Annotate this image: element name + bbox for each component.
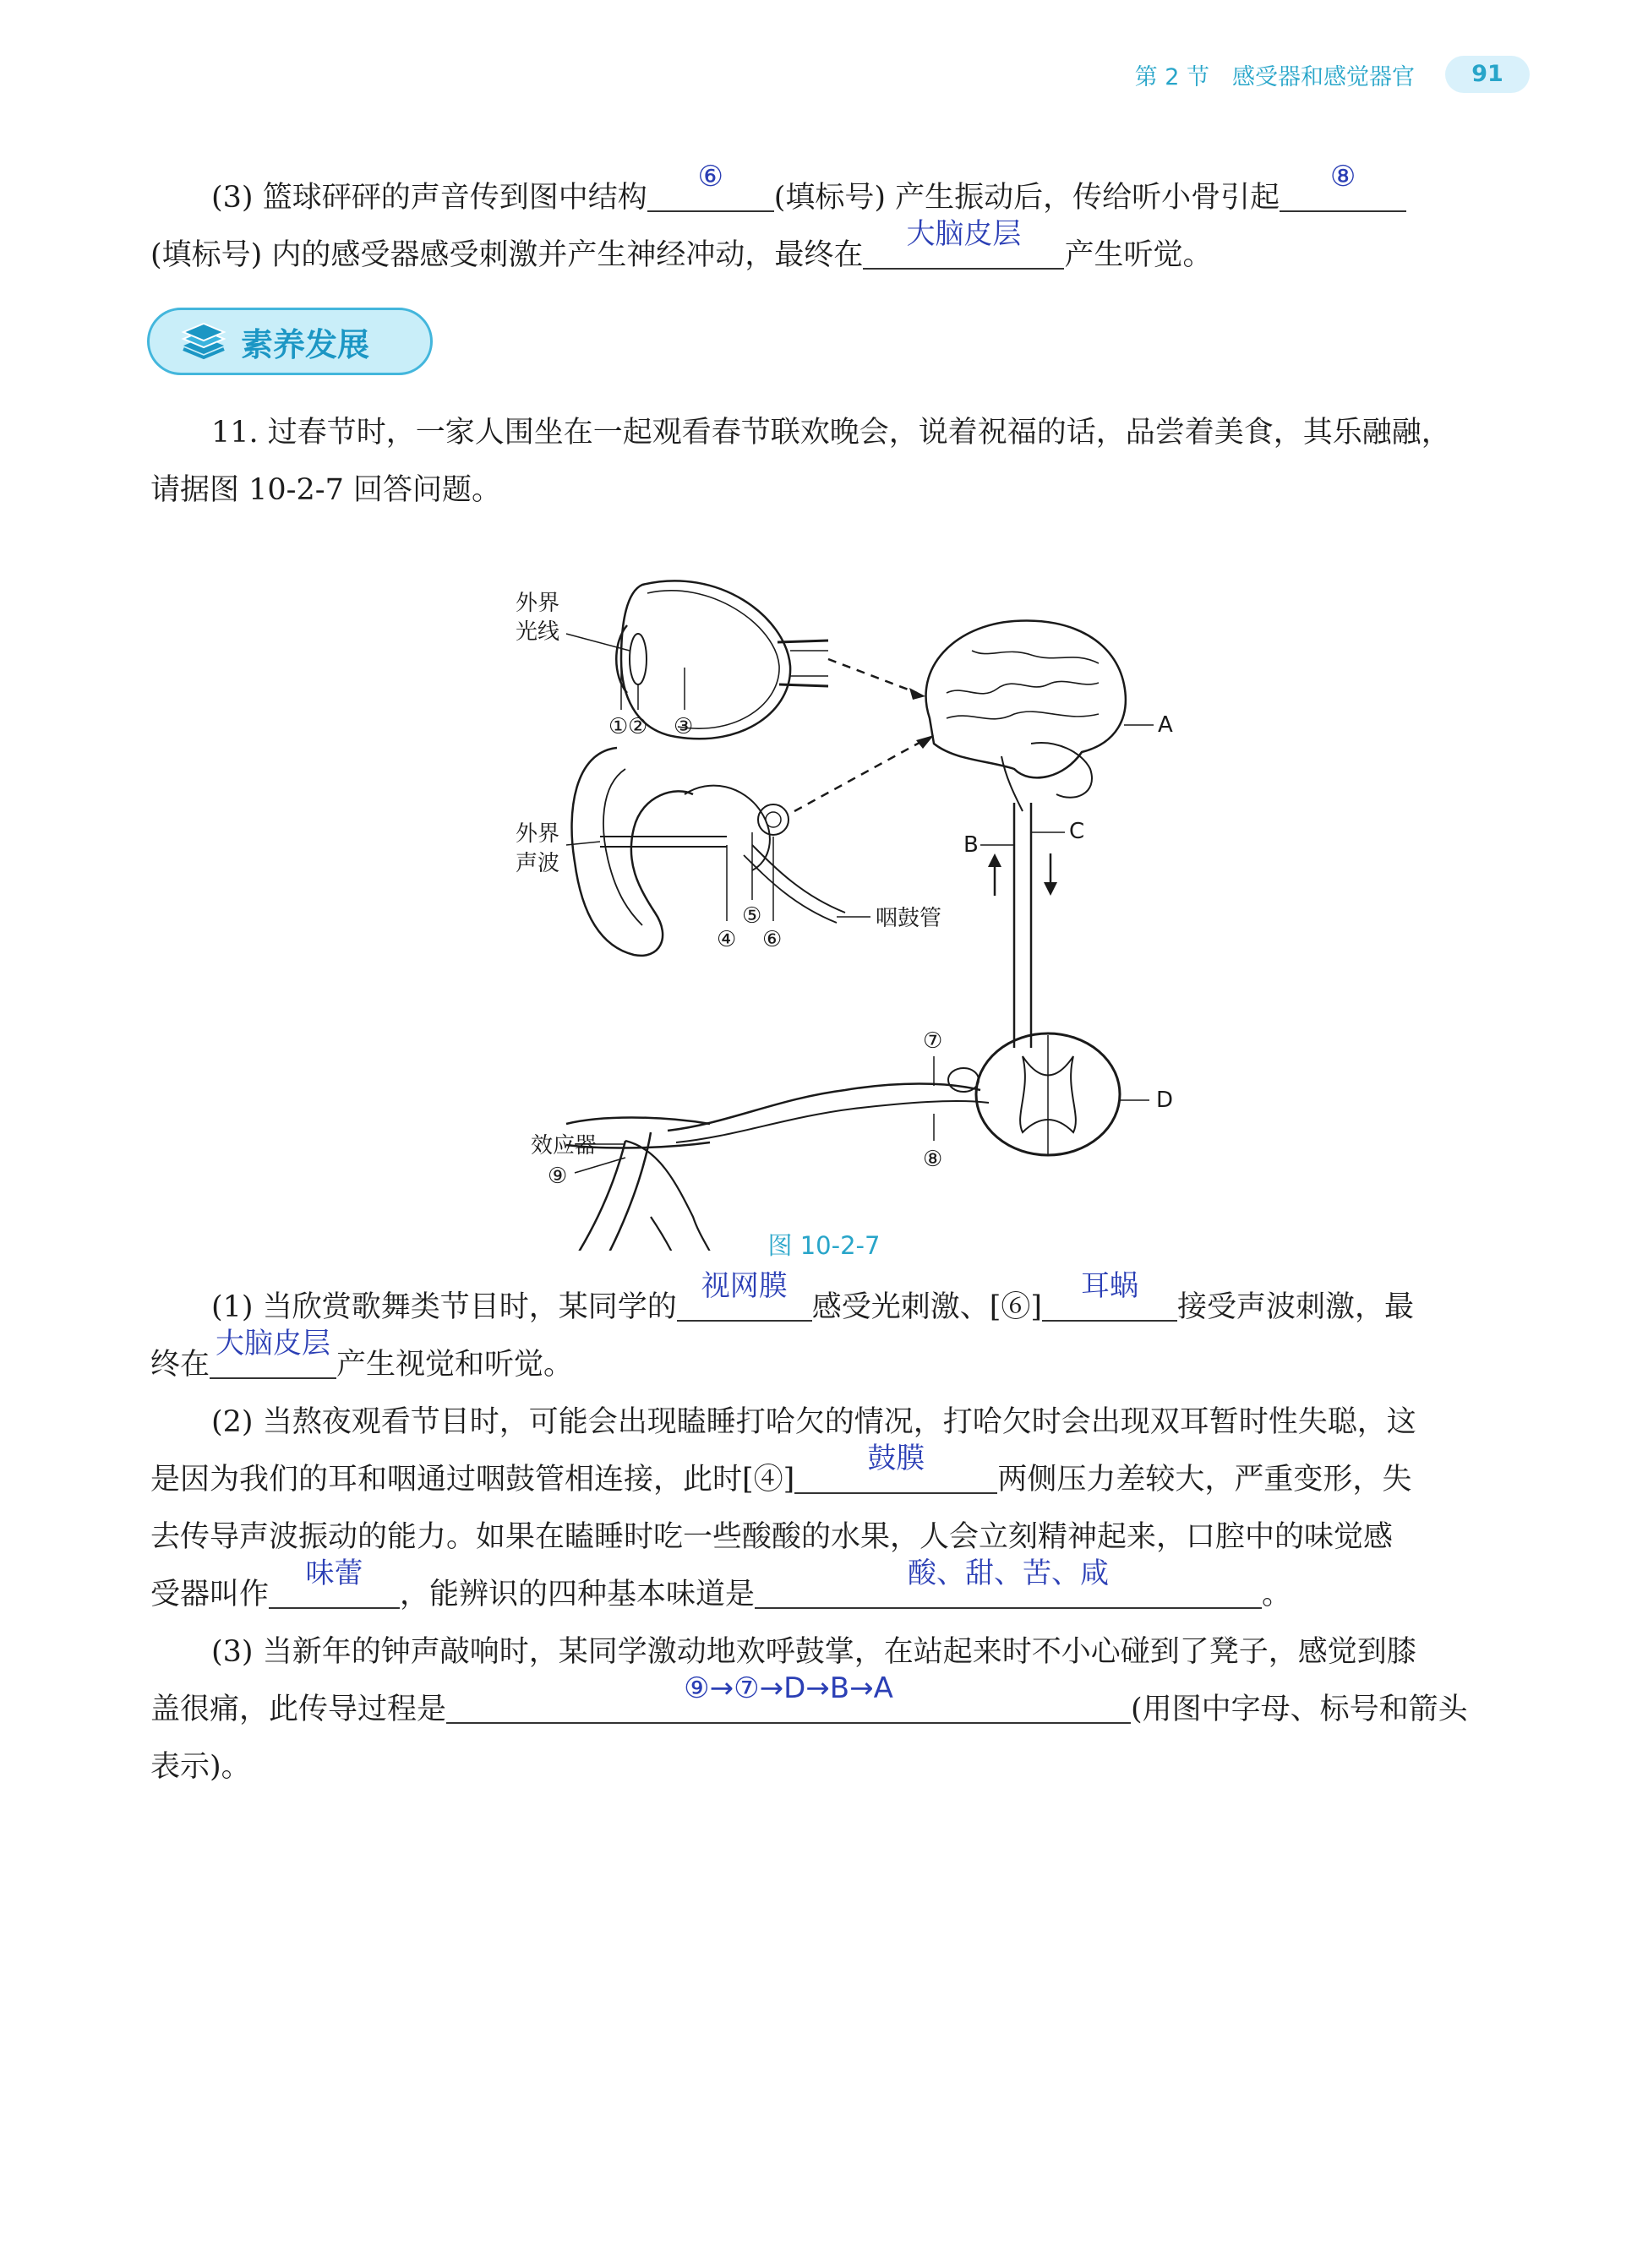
sub1-line-2: 终在 大脑皮层 产生视觉和听觉。 bbox=[150, 1327, 574, 1382]
section-title: 第 2 节 感受器和感觉器官 bbox=[1134, 63, 1415, 90]
label-sound-2: 声波 bbox=[516, 851, 560, 876]
ear-diagram bbox=[566, 748, 870, 956]
q3-prev-line-1: (3) 篮球砰砰的声音传到图中结构 ⑥ (填标号) 产生振动后，传给听小骨引起 ⑧ bbox=[150, 169, 1536, 226]
answer-blank[interactable]: ⑧ bbox=[1280, 177, 1406, 212]
q3-prev-block bbox=[150, 160, 1536, 284]
spinal-tracts bbox=[980, 803, 1065, 1048]
label-n5: ⑤ bbox=[742, 903, 762, 929]
label-n2: ② bbox=[628, 714, 648, 739]
books-icon bbox=[178, 320, 229, 363]
spinal-cord-section bbox=[976, 1033, 1149, 1155]
label-n6: ⑥ bbox=[762, 927, 783, 952]
answer-blank[interactable]: ⑥ bbox=[647, 177, 774, 212]
sub2-line-3: 去传导声波振动的能力。如果在瞌睡时吃一些酸酸的水果，人会立刻精神起来，口腔中的味觉感 bbox=[150, 1520, 1394, 1554]
figure-labels bbox=[516, 591, 1173, 1189]
label-n7: ⑦ bbox=[923, 1028, 943, 1054]
figure-caption: 图 10-2-7 bbox=[767, 1231, 881, 1260]
arrow-heads bbox=[909, 688, 1057, 896]
label-C: C bbox=[1069, 819, 1085, 844]
label-n8: ⑧ bbox=[923, 1147, 943, 1172]
label-effector: 效应器 bbox=[531, 1133, 598, 1159]
sub3-line-3: 表示)。 bbox=[150, 1750, 251, 1784]
label-tube: 咽鼓管 bbox=[876, 906, 942, 931]
answer-blank[interactable]: 味蕾 bbox=[269, 1573, 400, 1609]
label-A: A bbox=[1158, 712, 1173, 738]
label-n9: ⑨ bbox=[548, 1164, 568, 1189]
q11-intro: 11. 过春节时，一家人围坐在一起观看春节联欢晚会，说着祝福的话，品尝着美食，其乐融融， 请据图 10-2-7 回答问题。 bbox=[150, 416, 1451, 507]
sub2-line-4: 受器叫作 味蕾 ，能辨识的四种基本味道是 酸、甜、苦、咸 。 bbox=[150, 1557, 1292, 1611]
eye-diagram bbox=[566, 581, 828, 739]
page-header bbox=[1135, 56, 1530, 93]
answer-blank[interactable]: ⑨→⑦→D→B→A bbox=[446, 1688, 1131, 1724]
label-D: D bbox=[1156, 1088, 1174, 1113]
label-light-2: 光线 bbox=[516, 619, 560, 645]
answer-blank[interactable]: 酸、甜、苦、咸 bbox=[755, 1573, 1262, 1609]
section-badge bbox=[147, 308, 433, 375]
sub2-line-1: (2) 当熬夜观看节目时，可能会出现瞌睡打哈欠的情况，打哈欠时会出现双耳暂时性失聪，这 bbox=[211, 1405, 1416, 1439]
sub3-line-1: (3) 当新年的钟声敲响时，某同学激动地欢呼鼓掌，在站起来时不小心碰到了凳子，感觉到膝 bbox=[211, 1635, 1416, 1669]
label-B: B bbox=[963, 832, 979, 858]
brain-diagram bbox=[926, 620, 1154, 811]
flow-arrows bbox=[995, 853, 1050, 896]
label-n1: ① bbox=[608, 714, 629, 739]
sub3-line-2: 盖很痛，此传导过程是 ⑨→⑦→D→B→A (用图中字母、标号和箭头 bbox=[150, 1671, 1468, 1726]
label-sound-1: 外界 bbox=[516, 821, 560, 847]
label-n4: ④ bbox=[717, 927, 737, 952]
label-n3: ③ bbox=[674, 714, 694, 739]
reflex-pathway-figure bbox=[473, 541, 1234, 1251]
sub1-line-1: (1) 当欣赏歌舞类节目时，某同学的 视网膜 感受光刺激、[⑥] 耳蜗 接受声波刺激，最 bbox=[211, 1269, 1415, 1324]
answer-blank[interactable]: 大脑皮层 bbox=[210, 1344, 336, 1379]
answer-blank[interactable]: 大脑皮层 bbox=[863, 234, 1064, 270]
signal-arrows bbox=[794, 659, 925, 811]
badge-label: 素养发展 bbox=[241, 325, 370, 363]
q11-subquestions bbox=[150, 1269, 1536, 1796]
answer-blank[interactable]: 鼓膜 bbox=[794, 1458, 997, 1494]
label-light-1: 外界 bbox=[516, 591, 560, 616]
nerve-paths bbox=[668, 1056, 989, 1142]
answer-blank[interactable]: 耳蜗 bbox=[1042, 1286, 1177, 1322]
sub2-line-2: 是因为我们的耳和咽通过咽鼓管相连接，此时[④] 鼓膜 两侧压力差较大，严重变形，失 bbox=[150, 1442, 1412, 1497]
q3-prev-line-2: (填标号) 内的感受器感受刺激并产生神经冲动，最终在 大脑皮层 产生听觉。 bbox=[150, 217, 1213, 272]
answer-blank[interactable]: 视网膜 bbox=[677, 1286, 812, 1322]
page-number: 91 bbox=[1445, 56, 1530, 93]
